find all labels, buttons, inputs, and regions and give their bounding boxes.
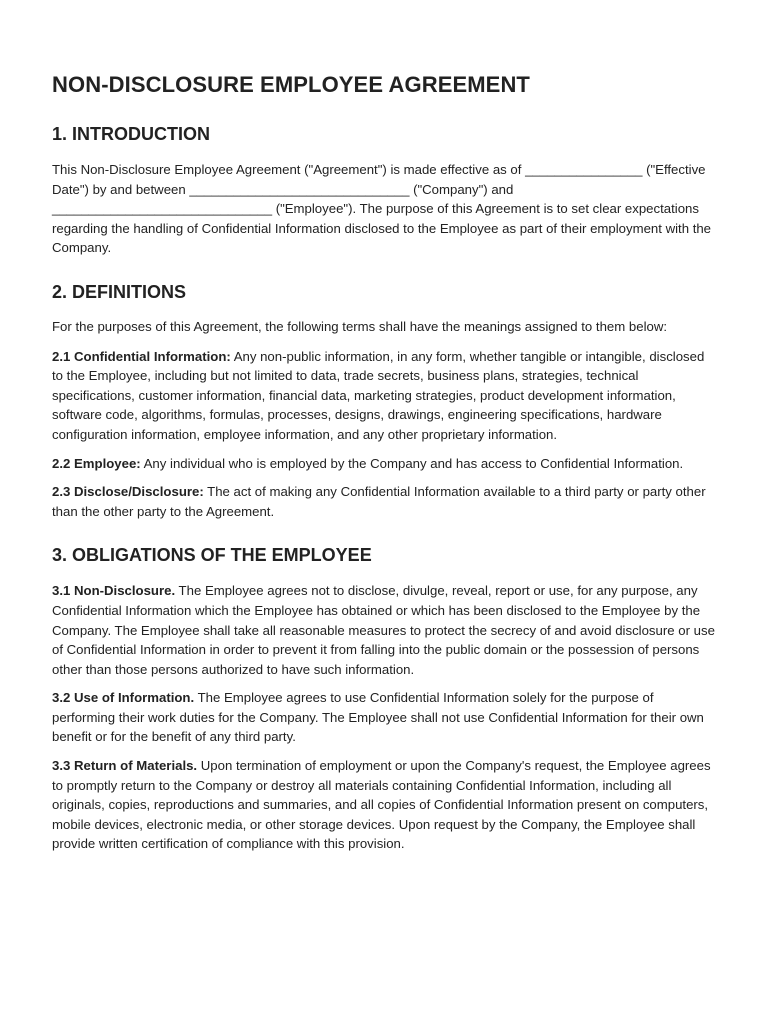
definition-employee: [52, 454, 718, 474]
obligation-term: 3.3 Return of Materials.: [52, 758, 198, 774]
obligation-term: 3.2 Use of Information.: [52, 690, 195, 706]
section-heading-introduction: 1. INTRODUCTION: [52, 124, 211, 144]
definitions-intro-paragraph: For the purposes of this Agreement, the following terms shall have the meanings assigned to them below:: [52, 318, 668, 334]
definition-text: The act of making any Confidential Information available to a third party or party other than the other party to the Agreement.: [52, 484, 706, 519]
definition-text: Any individual who is employed by the Company and has access to Confidential Information.: [140, 455, 684, 471]
definition-confidential-information: [52, 347, 718, 445]
obligation-use-of-information: [52, 688, 718, 747]
definition-term: 2.1 Confidential Information:: [52, 348, 231, 364]
introduction-paragraph: This Non-Disclosure Employee Agreement ("Agreement") is made effective as of ________________ ("Effective Date") by and between ______________________________ ("Company") and ______________________________ ("Employee"). The purpose of this Agreement is to set clear expectations regarding the handling of Confidential Information disclosed to the Employee as part of their employment with the Company.: [52, 162, 712, 256]
obligation-term: 3.1 Non-Disclosure.: [52, 583, 176, 599]
obligation-return-of-materials: [52, 756, 718, 854]
obligation-non-disclosure: [52, 581, 718, 679]
definition-text: Any non-public information, in any form, whether tangible or intangible, disclosed to the Employee, including but not limited to data, trade secrets, business plans, strategies, technical specifications, customer information, financial data, marketing strategies, product development information, software code, algorithms, formulas, processes, designs, drawings, engineering specifications, hardware configuration information, employee information, and any other proprietary information.: [52, 348, 705, 442]
obligation-text: The Employee agrees to use Confidential Information solely for the purpose of performing their work duties for the Company. The Employee shall not use Confidential Information for their own benefit or for the benefit of any third party.: [52, 690, 704, 745]
obligation-text: The Employee agrees not to disclose, divulge, reveal, report or use, for any purpose, any Confidential Information which the Employee has obtained or which has been disclosed to the Employee by the Company. The Employee shall take all reasonable measures to protect the secrecy of and avoid disclosure or use of Confidential Information in order to prevent it from falling into the public domain or the possession of persons other than those persons authorized to have such information.: [52, 583, 715, 677]
document-title: NON-DISCLOSURE EMPLOYEE AGREEMENT: [52, 72, 530, 97]
section-heading-definitions: 2. DEFINITIONS: [52, 281, 187, 302]
section-heading-obligations: 3. OBLIGATIONS OF THE EMPLOYEE: [52, 545, 372, 566]
obligation-text: Upon termination of employment or upon the Company's request, the Employee agrees to promptly return to the Company or destroy all materials containing Confidential Information, including all originals, copies, reproductions and summaries, and all copies of Confidential Information present on computers, mobile devices, electronic media, or other storage devices. Upon request by the Company, the Employee shall provide written certification of compliance with this provision.: [52, 758, 711, 852]
definition-disclosure: [52, 482, 718, 521]
definition-term: 2.3 Disclose/Disclosure:: [52, 484, 204, 500]
definition-term: 2.2 Employee:: [52, 455, 141, 471]
